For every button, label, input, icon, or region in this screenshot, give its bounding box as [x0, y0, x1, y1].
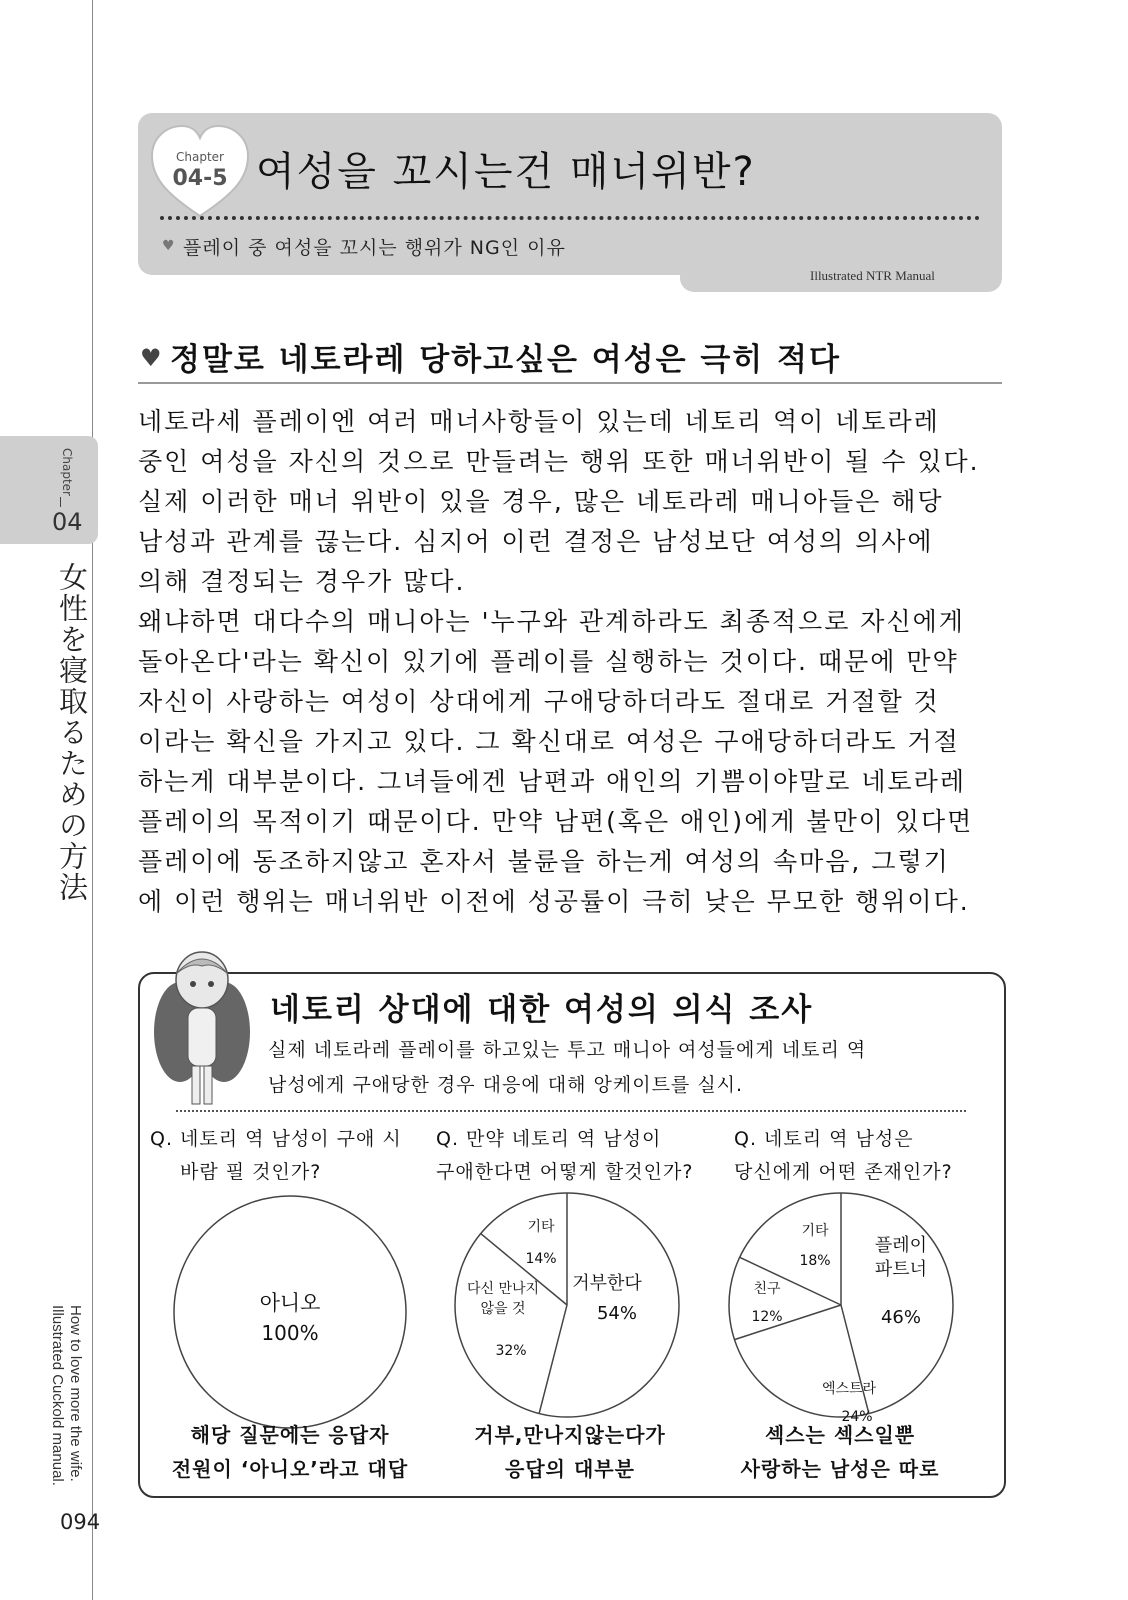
- pie-slice-value: 100%: [261, 1321, 319, 1345]
- body-line: 왜냐하면 대다수의 매니아는 '누구와 관계하라도 최종적으로 자신에게: [138, 607, 965, 636]
- body-text: [138, 402, 1002, 922]
- caption-1-line2: 전원이 ‘아니오’라고 대답: [171, 1457, 409, 1481]
- body-line: 플레이에 동조하지않고 혼자서 불륜을 하는게 여성의 속마음, 그렇기: [138, 847, 950, 876]
- pie-chart-3: [724, 1188, 958, 1422]
- survey-desc-line2: 남성에게 구애당한 경우 대응에 대해 앙케이트를 실시.: [268, 1074, 744, 1096]
- header-dotted-rule: [160, 216, 980, 220]
- body-line: 돌아온다'라는 확신이 있기에 플레이를 실행하는 것이다. 때문에 만약: [138, 647, 959, 676]
- pie-slice-label: 기타: [527, 1219, 555, 1235]
- question-2-line1: Q. 만약 네토리 역 남성이: [436, 1128, 662, 1150]
- survey-desc-line1: 실제 네토라레 플레이를 하고있는 투고 매니아 여성들에게 네토리 역: [268, 1039, 867, 1061]
- question-2-line2: 구애한다면 어떻게 할것인가?: [436, 1161, 694, 1183]
- subtitle-heart-icon: ♥: [162, 238, 175, 254]
- pie-chart-1: [170, 1192, 410, 1432]
- side-english-title: [48, 1305, 84, 1486]
- body-line: 실제 이러한 매너 위반이 있을 경우, 많은 네토라레 매니아들은 해당: [138, 487, 944, 516]
- pie-slice-label: 거부한다: [572, 1273, 642, 1294]
- question-1-line1: Q. 네토리 역 남성이 구애 시: [150, 1128, 402, 1150]
- question-3: [734, 1123, 953, 1189]
- manual-label: Illustrated NTR Manual: [810, 268, 935, 283]
- pie-slice-value: 54%: [596, 1303, 638, 1324]
- chapter-subtitle: 플레이 중 여성을 꼬시는 행위가 NG인 이유: [183, 237, 566, 259]
- caption-1-line1: 해당 질문에는 응답자: [190, 1423, 390, 1447]
- body-line: 하는게 대부분이다. 그녀들에겐 남편과 애인의 기쁨이야말로 네토라레: [138, 767, 966, 796]
- question-3-line1: Q. 네토리 역 남성은: [734, 1128, 914, 1150]
- body-line: 이라는 확신을 가지고 있다. 그 확신대로 여성은 구애당하더라도 거절: [138, 727, 960, 756]
- pie-slice-label: 다신 만나지: [466, 1281, 540, 1297]
- pie-slice-label: 아니오: [259, 1291, 321, 1315]
- pie-slice-value: 46%: [880, 1307, 922, 1328]
- pie-slice-label: 엑스트라: [821, 1381, 877, 1397]
- pie-slice-value: 32%: [495, 1343, 527, 1359]
- tab-chapter-label: Chapter: [60, 448, 74, 496]
- section-heart-icon: ♥: [140, 344, 162, 372]
- body-line: 에 이런 행위는 매너위반 이전에 성공률이 극히 낮은 무모한 행위이다.: [138, 887, 970, 916]
- tab-chapter-number: 04: [52, 508, 83, 536]
- caption-1: [150, 1418, 430, 1486]
- chapter-tab: [0, 436, 98, 544]
- body-line: 네토라세 플레이엔 여러 매너사항들이 있는데 네토리 역이 네토라레: [138, 407, 940, 436]
- character-illustration: [144, 944, 256, 1114]
- chapter-title: 여성을 꼬시는건 매너위반?: [256, 149, 756, 195]
- page-number: 094: [60, 1510, 101, 1534]
- side-english-line1: How to love more the wife.: [67, 1305, 84, 1482]
- pie-slice-value: 12%: [751, 1309, 783, 1325]
- pie-slice-label: 플레이: [874, 1235, 928, 1256]
- body-line: 남성과 관계를 끊는다. 심지어 이런 결정은 남성보단 여성의 의사에: [138, 527, 934, 556]
- caption-2-line1: 거부,만나지않는다가: [474, 1423, 666, 1447]
- caption-2: [430, 1418, 710, 1486]
- pie-chart-2: [450, 1188, 684, 1422]
- question-1: [150, 1123, 402, 1189]
- badge-chapter-label: Chapter: [176, 150, 224, 164]
- question-1-line2: 바람 필 것인가?: [180, 1161, 322, 1183]
- caption-3-line2: 사랑하는 남성은 따로: [740, 1457, 940, 1481]
- question-3-line2: 당신에게 어떤 존재인가?: [734, 1161, 953, 1183]
- pie-slice-label: 친구: [753, 1281, 781, 1297]
- pie-slice-label: 기타: [801, 1223, 829, 1239]
- pie-slice-value: 24%: [841, 1409, 873, 1422]
- survey-dotted-rule: [176, 1110, 966, 1112]
- body-line: 자신이 사랑하는 여성이 상대에게 구애당하더라도 절대로 거절할 것: [138, 687, 940, 716]
- pie-slice-value: 18%: [799, 1253, 831, 1269]
- side-japanese-title: 女性を寝取るための方法: [55, 562, 89, 903]
- caption-2-line2: 응답의 대부분: [505, 1457, 635, 1481]
- survey-title: 네토리 상대에 대한 여성의 의식 조사: [270, 992, 814, 1028]
- body-line: 플레이의 목적이기 때문이다. 만약 남편(혹은 애인)에게 불만이 있다면: [138, 807, 974, 836]
- section-title: 정말로 네토라레 당하고싶은 여성은 극히 적다: [170, 342, 841, 378]
- caption-3-line1: 섹스는 섹스일뿐: [764, 1423, 916, 1447]
- pie-slice-label: 파트너: [874, 1259, 928, 1280]
- question-2: [436, 1123, 693, 1189]
- pie-slice-label: 않을 것: [480, 1301, 526, 1317]
- survey-description: [268, 1033, 866, 1103]
- body-line: 중인 여성을 자신의 것으로 만들려는 행위 또한 매너위반이 될 수 있다.: [138, 447, 980, 476]
- pie-slice-value: 14%: [525, 1251, 557, 1267]
- body-line: 의해 결정되는 경우가 많다.: [138, 567, 466, 596]
- caption-3: [700, 1418, 980, 1486]
- section-rule: [138, 382, 1002, 384]
- badge-chapter-number: 04-5: [172, 166, 228, 191]
- tab-divider: [60, 497, 61, 507]
- side-english-line2: Illustrated Cuckold manual.: [49, 1305, 66, 1486]
